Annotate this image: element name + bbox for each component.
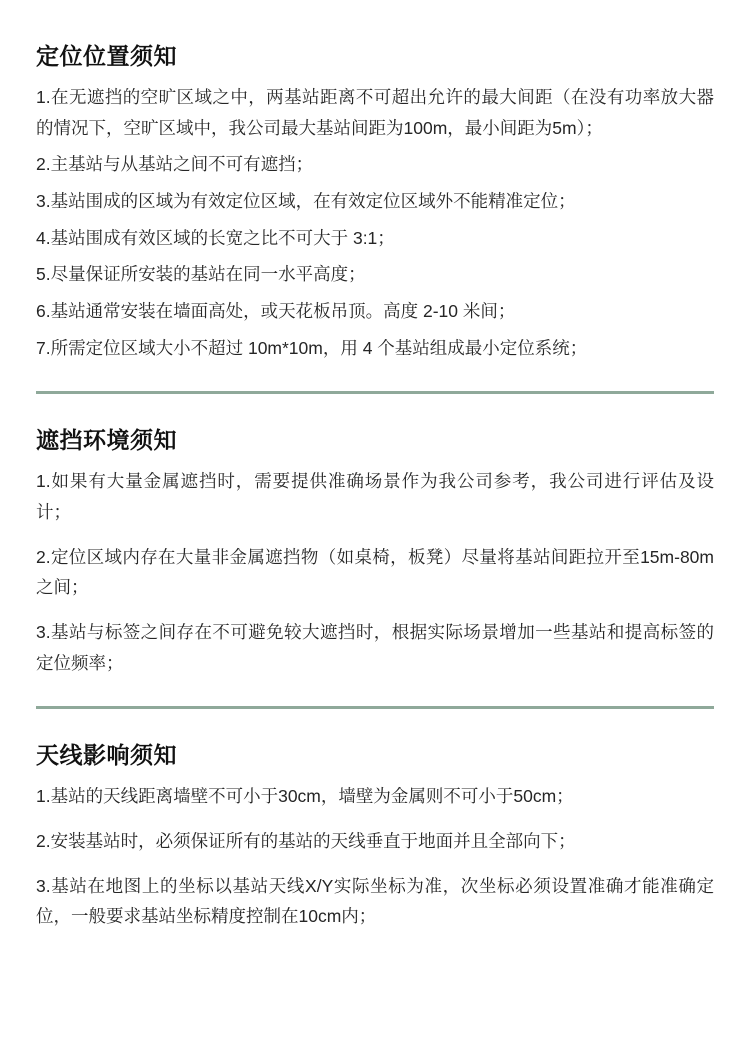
paragraph-list (36, 466, 714, 678)
paragraph: 3.基站与标签之间存在不可避免较大遮挡时，根据实际场景增加一些基站和提高标签的定位频率； (36, 621, 714, 673)
paragraph: 1.如果有大量金属遮挡时，需要提供准确场景作为我公司参考，我公司进行评估及设计； (36, 471, 714, 522)
paragraph: 5.尽量保证所安装的基站在同一水平高度； (36, 264, 366, 285)
section-divider (36, 391, 714, 394)
paragraph: 2.安装基站时，必须保证所有的基站的天线垂直于地面并且全部向下； (36, 830, 576, 851)
paragraph: 3.基站在地图上的坐标以基站天线X/Y实际坐标为准，次坐标必须设置准确才能准确定位，一般要求基站坐标精度控制在10cm内； (36, 875, 714, 927)
section-divider (36, 706, 714, 709)
paragraph: 2.定位区域内存在大量非金属遮挡物（如桌椅，板凳）尽量将基站间距拉开至15m-80m 之间； (36, 546, 714, 598)
paragraph: 1.在无遮挡的空旷区域之中，两基站距离不可超出允许的最大间距（在没有功率放大器的情况下，空旷区域中，我公司最大基站间距为100m，最小间距为5m）； (36, 87, 714, 138)
section-antenna (36, 739, 714, 932)
paragraph-list (36, 82, 714, 363)
paragraph: 6.基站通常安装在墙面高处，或天花板吊顶。高度 2-10 米间； (36, 300, 516, 321)
section-title: 定位位置须知 (36, 43, 177, 69)
paragraph: 1.基站的天线距离墙壁不可小于30cm，墙壁为金属则不可小于50cm； (36, 786, 574, 807)
section-title: 天线影响须知 (36, 742, 177, 769)
section-title: 遮挡环境须知 (36, 427, 177, 454)
bottom-spacer (36, 946, 714, 1016)
paragraph: 2.主基站与从基站之间不可有遮挡； (36, 154, 314, 175)
paragraph: 3.基站围成的区域为有效定位区域，在有效定位区域外不能精准定位； (36, 191, 576, 212)
section-obstruction (36, 424, 714, 678)
section-positioning (36, 40, 714, 363)
paragraph-list (36, 781, 714, 932)
paragraph: 4.基站围成有效区域的长宽之比不可大于 3:1； (36, 227, 395, 248)
paragraph: 7.所需定位区域大小不超过 10m*10m，用 4 个基站组成最小定位系统； (36, 337, 588, 358)
